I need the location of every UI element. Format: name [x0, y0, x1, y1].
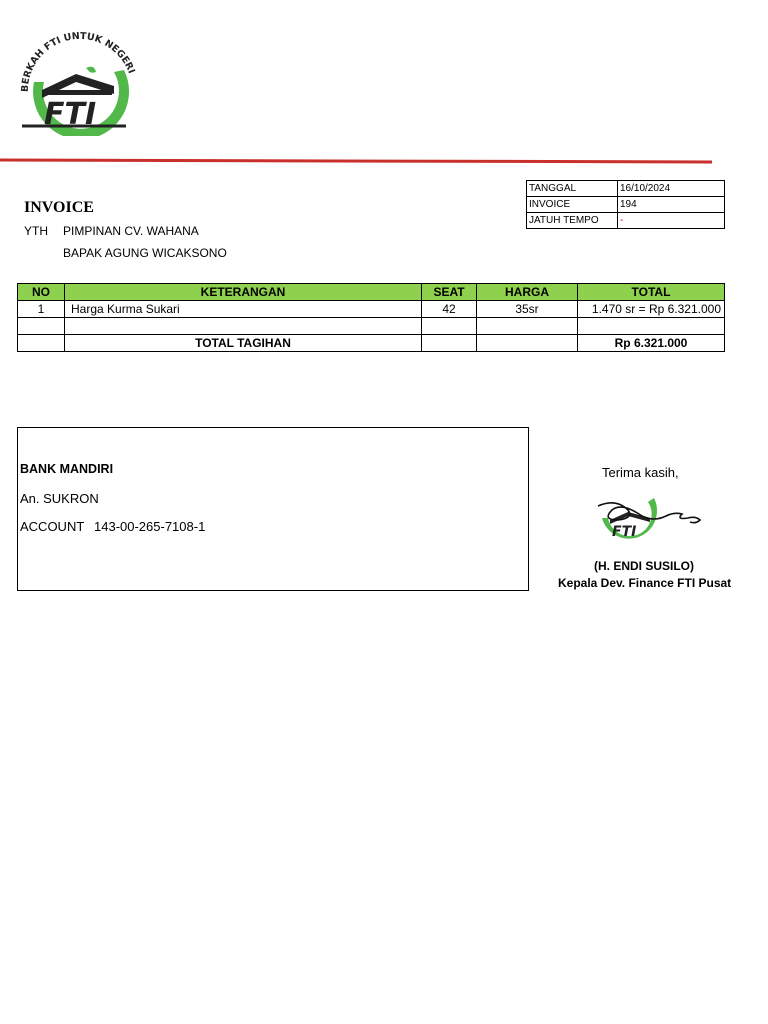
info-row-jatuh-tempo [527, 213, 725, 229]
table-row [18, 301, 725, 318]
total-tagihan-label: TOTAL TAGIHAN [65, 335, 422, 352]
bank-details-box [17, 427, 529, 591]
cell-empty [477, 335, 578, 352]
invoice-info-box [526, 180, 725, 229]
cell-no: 1 [18, 301, 65, 318]
cell-harga: 35sr [477, 301, 578, 318]
cell-total: 1.470 sr = Rp 6.321.000 [578, 301, 725, 318]
cell-seat [422, 318, 477, 335]
info-row-tanggal [527, 181, 725, 197]
recipient-line-2: BAPAK AGUNG WICAKSONO [63, 246, 227, 260]
bank-name: BANK MANDIRI [20, 462, 114, 476]
cell-no [18, 318, 65, 335]
col-header-harga: HARGA [477, 284, 578, 301]
cell-seat: 42 [422, 301, 477, 318]
info-label: INVOICE [527, 197, 618, 213]
account-label: ACCOUNT [20, 519, 85, 534]
col-header-total: TOTAL [578, 284, 725, 301]
cell-empty [18, 335, 65, 352]
table-footer-row [18, 335, 725, 352]
invoice-title: INVOICE [24, 199, 94, 216]
header-rule [0, 156, 712, 166]
cell-harga [477, 318, 578, 335]
cell-total [578, 318, 725, 335]
info-value: - [618, 213, 725, 229]
col-header-no: NO [18, 284, 65, 301]
table-row [18, 318, 725, 335]
account-number: 143-00-265-7108-1 [94, 519, 206, 534]
account-holder: An. SUKRON [20, 491, 99, 506]
info-label: TANGGAL [527, 181, 618, 197]
col-header-keterangan: KETERANGAN [65, 284, 422, 301]
fti-logo [14, 28, 142, 136]
cell-keterangan: Harga Kurma Sukari [65, 301, 422, 318]
info-row-invoice [527, 197, 725, 213]
thanks-text: Terima kasih, [602, 465, 679, 480]
info-label: JATUH TEMPO [527, 213, 618, 229]
info-value: 194 [618, 197, 725, 213]
signatory-title: Kepala Dev. Finance FTI Pusat [558, 576, 732, 590]
cell-keterangan [65, 318, 422, 335]
recipient-line-1: PIMPINAN CV. WAHANA [63, 224, 199, 238]
signature-stamp [596, 484, 716, 544]
recipient-label: YTH [24, 224, 48, 238]
col-header-seat: SEAT [422, 284, 477, 301]
svg-text:FTI: FTI [44, 97, 97, 132]
total-tagihan-value: Rp 6.321.000 [578, 335, 725, 352]
signatory-name: (H. ENDI SUSILO) [594, 559, 695, 573]
table-header-row [18, 284, 725, 301]
cell-empty [422, 335, 477, 352]
items-table [17, 283, 725, 352]
svg-text:FTI: FTI [612, 524, 637, 540]
info-value: 16/10/2024 [618, 181, 725, 197]
svg-text:BERKAH FTI UNTUK NEGERI: BERKAH FTI UNTUK NEGERI [19, 30, 137, 93]
